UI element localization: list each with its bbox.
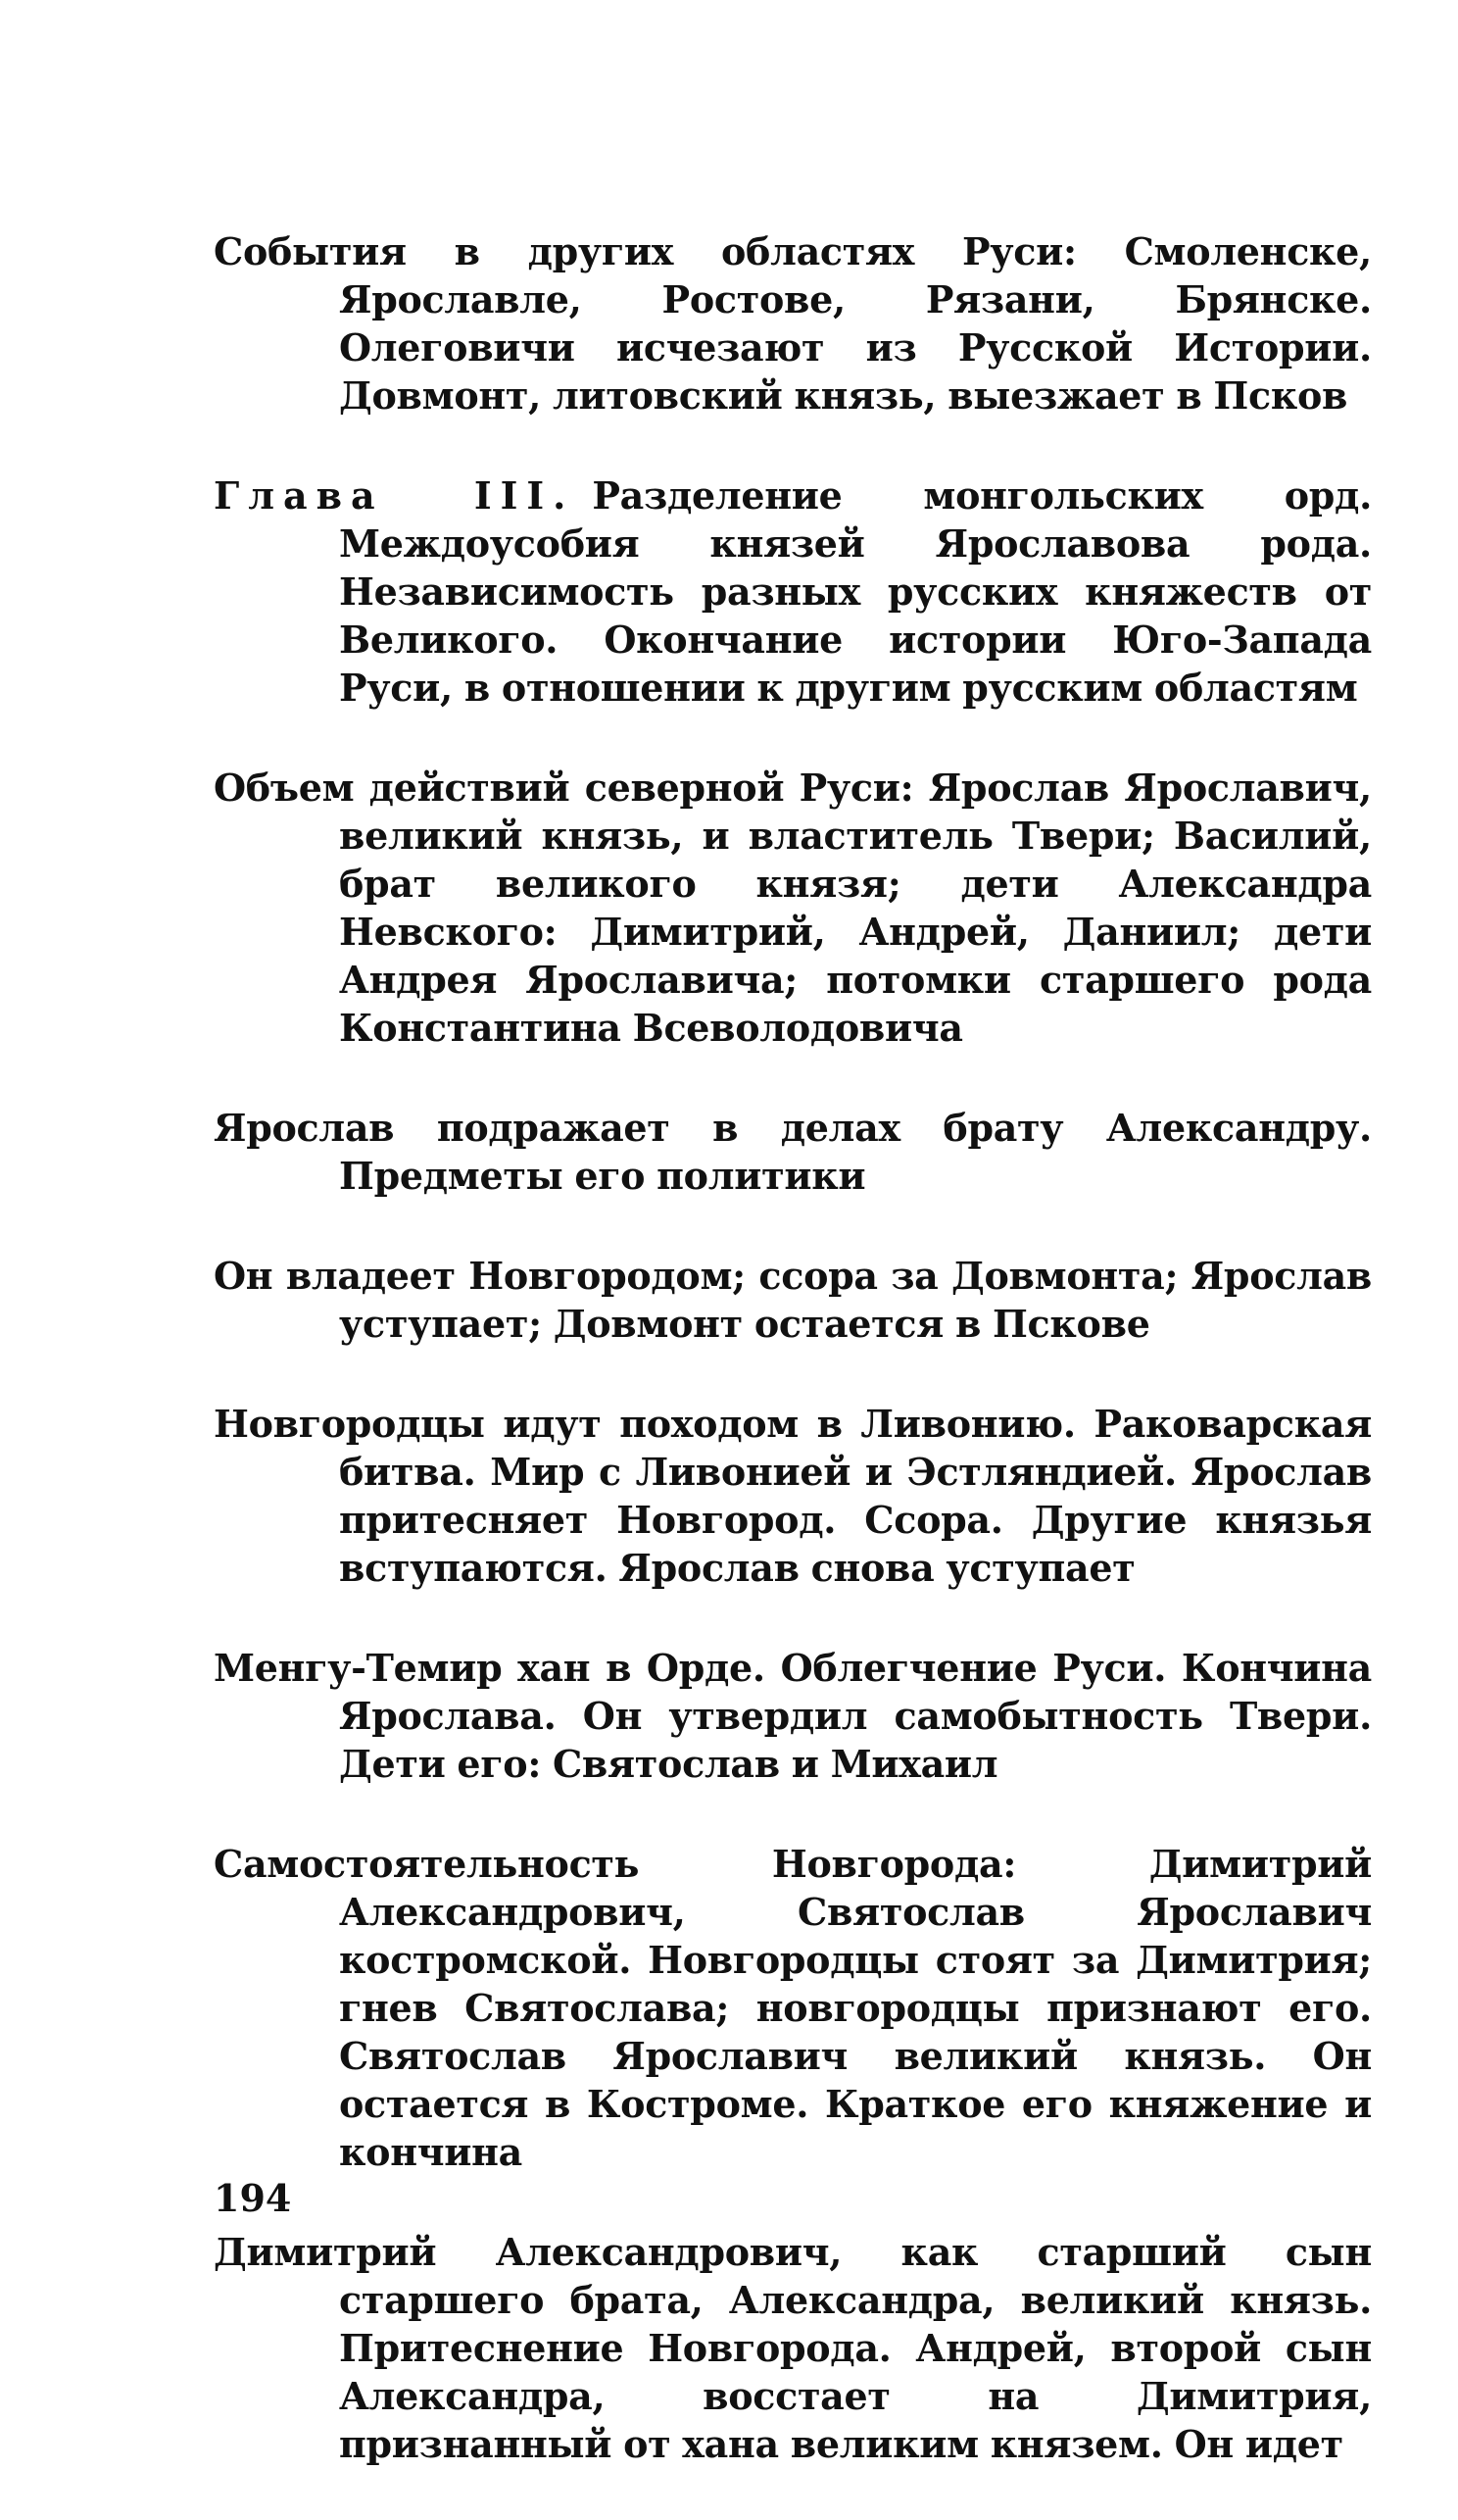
toc-entry-text: Самостоятельность Новгорода: Димитрий Александрович, Святослав Ярославич костромской. Новгородцы стоят за Димитрия; гнев Святослава; новгородцы признают его. Святослав Ярославич великий князь. Он остается в Костроме. Краткое его княжение и кончина: [214, 1842, 1372, 2174]
toc-entry-northern-rus: [214, 764, 1372, 1052]
toc-entry-yaroslav-policy: [214, 1104, 1372, 1200]
toc-entry-text: Объем действий северной Руси: Ярослав Ярославич, великий князь, и властитель Твери; Василий, брат великого князя; дети Александра Невского: Димитрий, Андрей, Даниил; дети Андрея Ярославича; потомки старшего рода Константина Всеволодовича: [214, 766, 1372, 1050]
page-number: 194: [214, 2176, 292, 2220]
toc-entry-text: Димитрий Александрович, как старший сын старшего брата, Александра, великий князь. Притеснение Новгорода. Андрей, второй сын Александра, восстает на Димитрия, признанный от хана великим князем. Он идет: [214, 2230, 1372, 2466]
toc-entry-text: Менгу-Темир хан в Орде. Облегчение Руси. Кончина Ярослава. Он утвердил самобытность Твери. Дети его: Святослав и Михаил: [214, 1646, 1372, 1786]
toc-entry-events-other-regions: [214, 227, 1372, 420]
toc-entry-text: Новгородцы идут походом в Ливонию. Раковарская битва. Мир с Ливонией и Эстляндией. Ярослав притесняет Новгород. Ссора. Другие князья вступаются. Ярослав снова уступает: [214, 1402, 1372, 1590]
toc-entry-text: Он владеет Новгородом; ссора за Довмонта; Ярослав уступает; Довмонт остается в Пскове: [214, 1254, 1372, 1346]
table-of-contents: [214, 227, 1372, 2520]
toc-entry-novgorod-dovmont: [214, 1252, 1372, 1348]
toc-entry-text: Разделение монгольских орд. Междоусобия князей Ярославова рода. Независимость разных русских княжеств от Великого. Окончание истории Юго-Запада Руси, в отношении к другим русским областям: [339, 473, 1373, 710]
toc-entry-dimitry-grand-prince: [214, 2228, 1372, 2468]
toc-entry-text: Ярослав подражает в делах брату Александру. Предметы его политики: [214, 1106, 1372, 1198]
toc-entry-novgorod-independence: [214, 1840, 1372, 2176]
toc-entry-text: События в других областях Руси: Смоленске, Ярославле, Ростове, Рязани, Брянске. Олеговичи исчезают из Русской Истории. Довмонт, литовский князь, выезжает в Псков: [214, 229, 1372, 418]
toc-entry-chapter-3: [214, 471, 1372, 712]
toc-entry-livonia-campaign: [214, 1400, 1372, 1592]
chapter-label: Глава III.: [214, 473, 575, 518]
toc-entry-mengu-temir: [214, 1644, 1372, 1788]
